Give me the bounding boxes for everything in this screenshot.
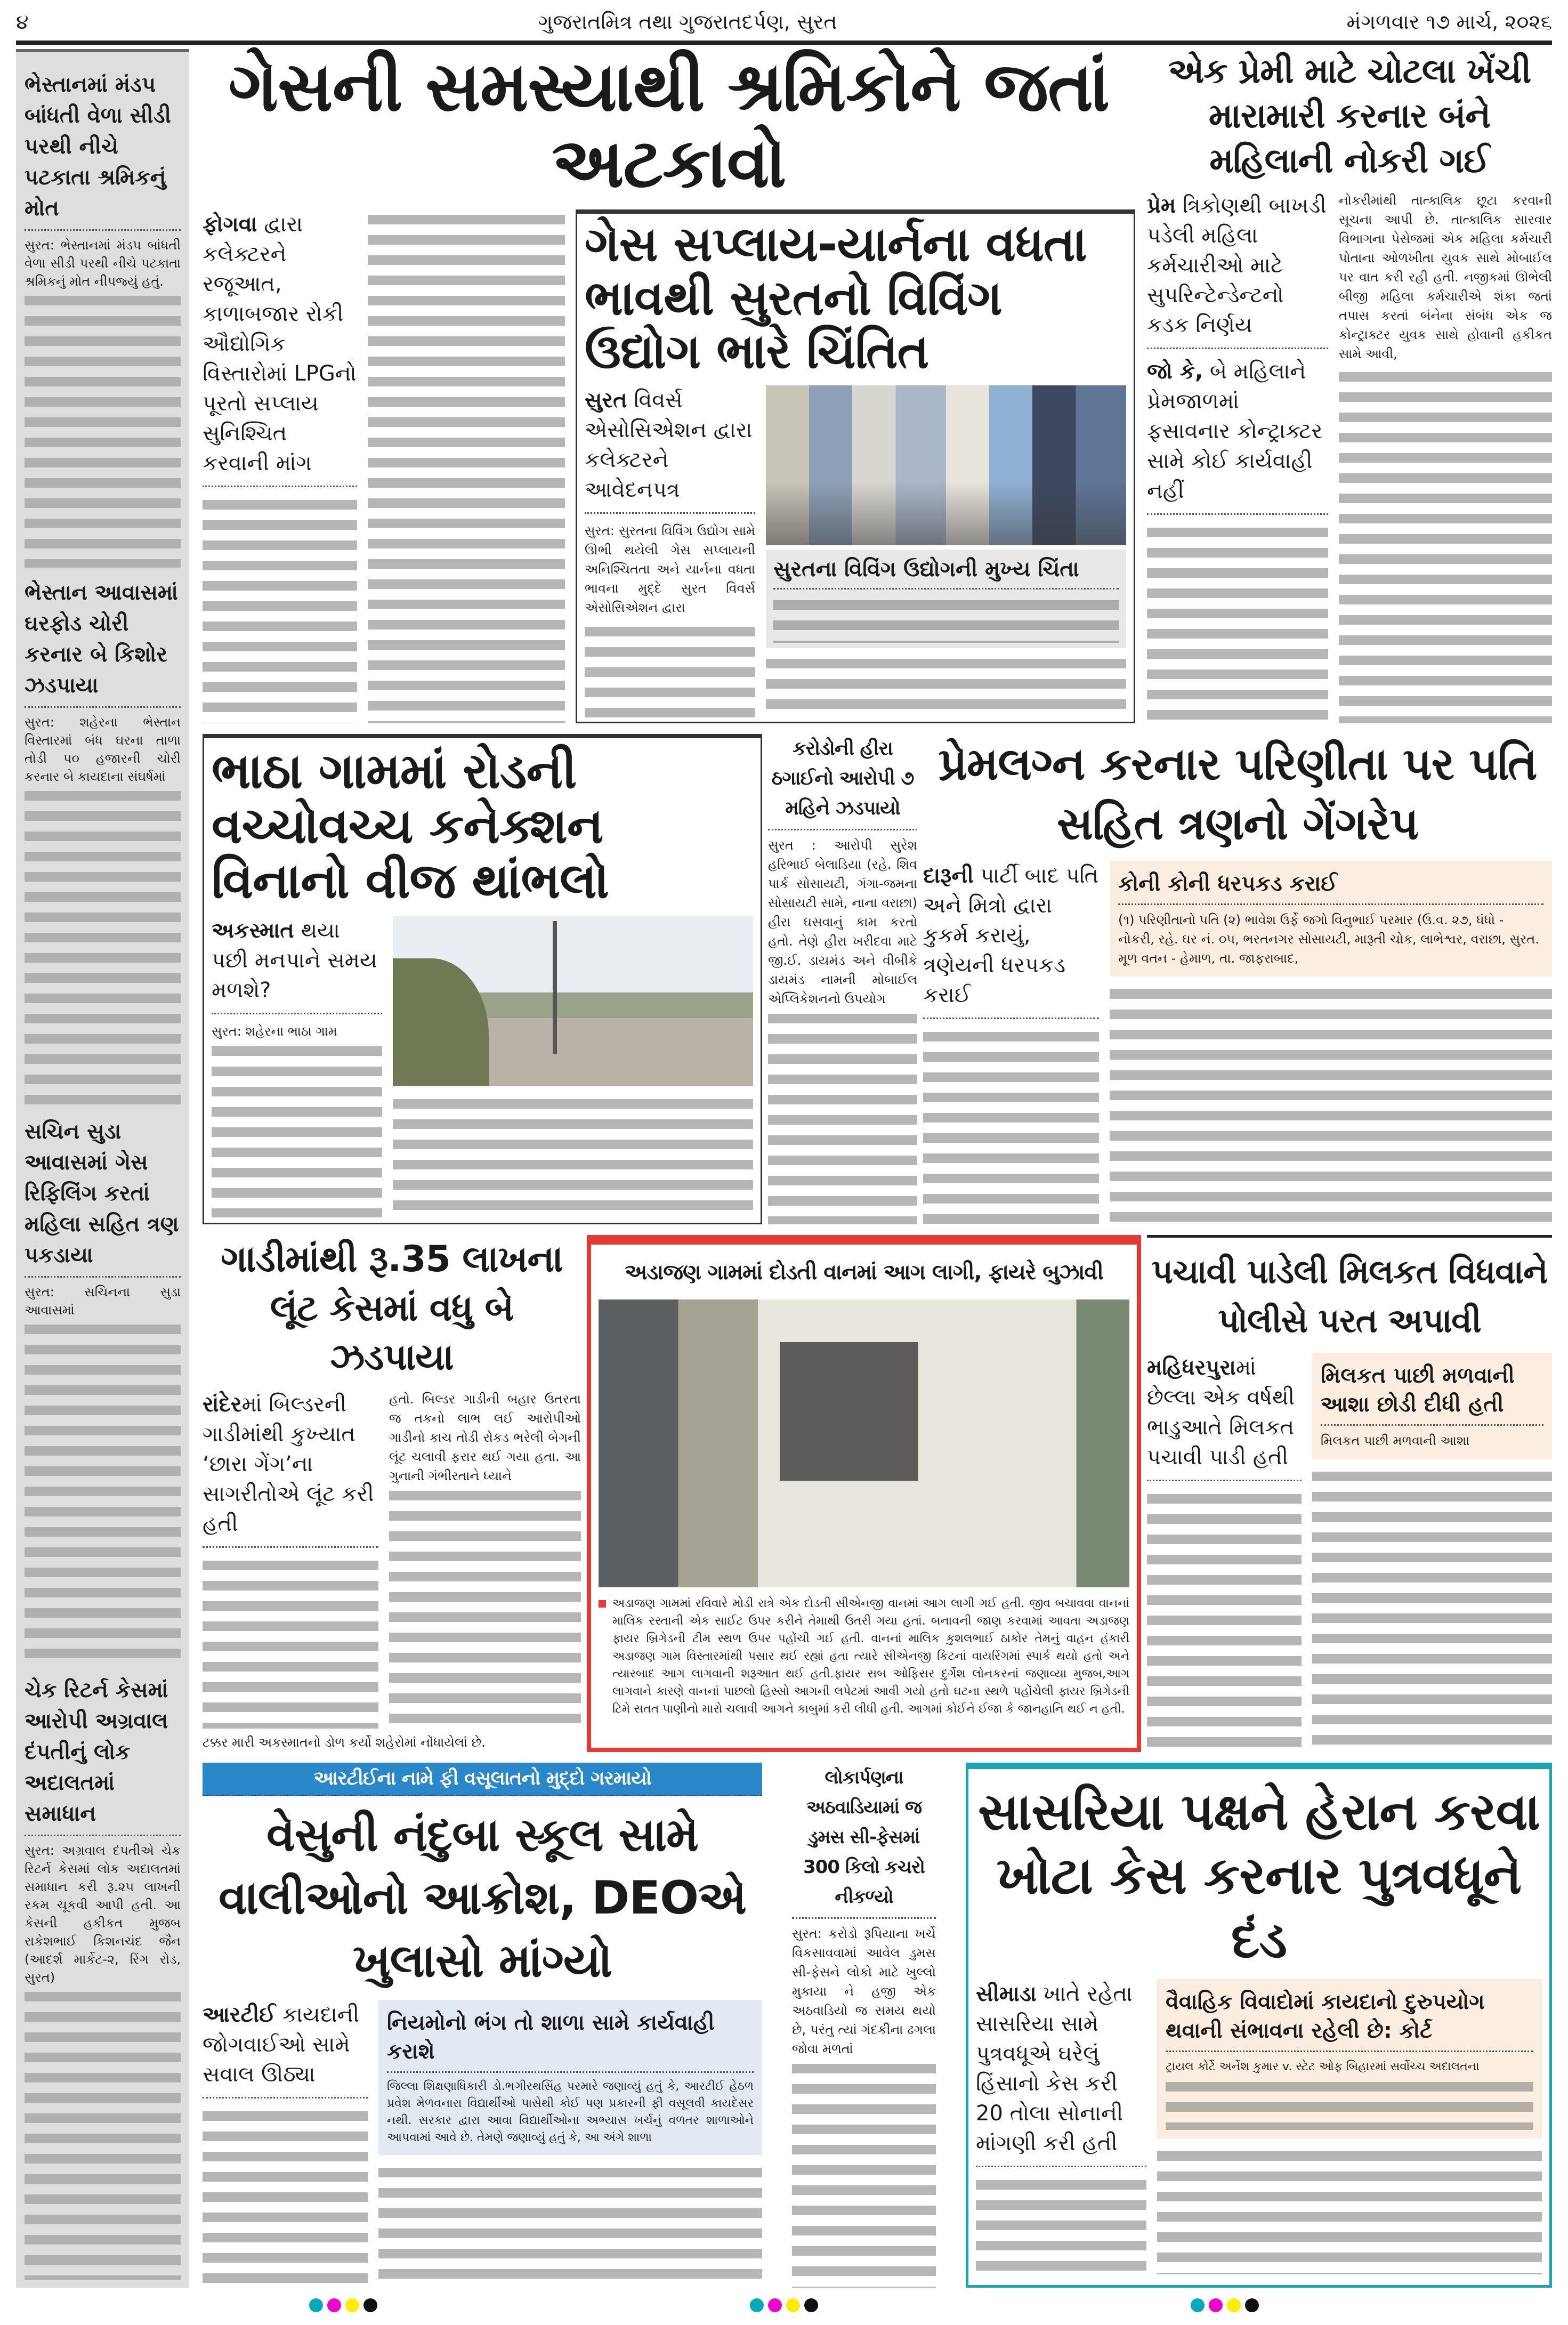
sidebar-story: [25, 1665, 181, 2280]
hospital-body-column: [1339, 191, 1552, 723]
deck-text: બે મહિલાને પ્રેમજાળમાં ફસાવનાર કોન્ટ્રાક્ટર સામે કોઈ કાર્યવાહી નહીં: [1147, 359, 1323, 503]
story-headline: ભેસ્તાન આવાસમાં ઘરફોડ ચોરી કરનાર બે કિશોર ઝડપાયા: [25, 580, 178, 698]
road-pole-photo: [393, 916, 753, 1086]
pole-story-box: [203, 734, 762, 1224]
story-body: સુરત: ભેસ્તાનમાં મંડપ બાંધતી વેળા સીડી પરથી નીચે પટકાતા શ્રમિકનું મોત નીપજ્યું હતું.: [25, 229, 181, 290]
weaving-concerns-box: [766, 550, 1126, 648]
deck-lead: રાંદેર: [203, 1392, 242, 1417]
loot-tail: ટક્કર મારી અકસ્માતનો ડોળ કર્યો શહેરોમાં નોંધાયેલાં છે.: [203, 1735, 486, 1750]
text-block: [378, 2162, 762, 2288]
box-body: મિલકત પાછી મળવાની આશા: [1321, 1433, 1470, 1449]
diamond-story: [768, 734, 917, 1224]
deck-text: માં બિલ્ડરની ગાડીમાંથી કુખ્યાત ‘છારા ગેંગ’ના સાગરીતોએ લૂંટ કરી હતી: [203, 1392, 374, 1537]
masthead: ગુજરાતમિત્ર તથા ગુજરાતદર્પણ, સુરત: [538, 10, 837, 34]
text-block: [976, 2175, 1146, 2274]
box-title: વૈવાહિક વિવાદોમાં કાયદાનો દુરુપયોગ થવાની સંભાવના રહેલી છે: કોર્ટ: [1166, 1988, 1533, 2052]
bullet-icon: [599, 1600, 606, 1608]
deck-text: ખાતે રહેતા સાસરિયા સામે પુત્રવધૂએ ઘરેલું હિંસાનો કેસ કરી 20 તોલા સોનાની માંગણી કરી હતી: [976, 1982, 1133, 2156]
widow-headline: પચાવી પાડેલી મિલકત વિધવાને પોલીસે પરત અપાવી: [1151, 1252, 1548, 1341]
text-block: [923, 1027, 1099, 1224]
row-second: [203, 734, 1552, 1224]
deck-lead: પ્રેમ: [1147, 193, 1176, 218]
row-bottom: [203, 1763, 1552, 2288]
deck-lead: અકસ્માત: [212, 918, 294, 943]
group-photo: [766, 385, 1126, 545]
deck-text: થયા પછી મનપાને સમય મળશે?: [212, 918, 377, 1003]
text-block: [1339, 367, 1552, 723]
pole-body: સુરત: શહેરના ભાઠા ગામ: [212, 1024, 337, 1039]
sidebar-story: [25, 1107, 181, 1665]
deck-text: દ્વારા કલેક્ટરને રજૂઆત, કાળાબજાર રોકી ઔદ્યોગિક વિસ્તારોમાં LPGનો પૂરતો સપ્લાય સુનિશ્ચિત કરવાની માંગ: [203, 212, 357, 475]
text-block: [1147, 1489, 1302, 1752]
weaving-story-box: [576, 209, 1135, 723]
pole-headline: ભાઠા ગામમાં રોડની વચ્ચોવચ્ચ કનેક્શન વિનાનો વીજ થાંભલો: [212, 742, 609, 910]
fire-caption: અડાજણ ગામમાં રવિવારે મોડી રાત્રે એક દોડતી સીએનજી વાનમાં આગ લાગી ગઈ હતી. જીવ બચાવવા વાનનાં માલિક રસ્તાની એક સાઈટ ઉપર કરીને તેમાથી ઉતરી ગયા હતાં. બનાવની જાણ કરવામાં આવતા અડાજણ ફાયર બ્રિગેડની ટીમ સ્થળ ઉપર પહોંચી ગઈ હતી. વાનનાં માલિક કુશલભાઈ ઠાકોર તેમનું વાહન હંકારી અડાજણ ગામ વિસ્તારમાંથી પસાર થઈ રહ્યાં હતા ત્યારે સીએનજી કિટનાં વાયરિંગમાં સ્પાર્ક થયો હતો અને ત્યારબાદ આગ લાગવાની શરૂઆત થઈ હતી.ફાયર સબ ઓફિસર દુર્ગેશ લોનકરનાં જણાવ્યા મુજબ,આગ લાગવાને કારણે વાનનાં પાછલો હિસ્સો આગની લપેટમાં આવી ગયો હતો ઘટના સ્થળે પહોંચેલી ફાયર બ્રિગેડની ટિમે સતત પાણીનો મારો ચલાવી આગને કાબુમાં કરી લીધી હતી. આગમાં કોઈને ઈજા કે જાનહાનિ થઈ ન હતી.: [612, 1596, 1129, 1716]
text-block: [768, 1008, 917, 1224]
school-story: [203, 1763, 762, 2288]
box-title: સુરતના વિવિંગ ઉદ્યોગની મુખ્ય ચિંતા: [773, 555, 1119, 590]
text-block: [25, 1319, 181, 1665]
diamond-body: સુરત : આરોપી સુરેશ હરિભાઈ બેલાડિયા (રહે. શિવ પાર્ક સોસાયટી, ગંગા-જમના સોસાયટી સામે, નાના વરાછા) હીરા ઘસવાનું કામ કરતો હતો. તેણે હીરા ખરીદવા માટે જી.ઈ. ડાયમંડ અને વીબીકે ડાયમંડ નામની મોબાઈલ એપ્લિકેશનનો ઉપયોગ: [768, 838, 917, 1007]
rte-banner: આરટીઈના નામે ફી વસૂલાતનો મુદ્દો ગરમાયો: [203, 1763, 762, 1796]
fire-story-box: [587, 1235, 1141, 1752]
hospital-headline: એક પ્રેમી માટે ચોટલા ખેંચી મારામારી કરનાર બંને મહિલાની નોકરી ગઈ: [1168, 52, 1531, 181]
dumas-story: [792, 1763, 936, 2288]
inlaws-story-box: [966, 1763, 1552, 2288]
registration-marks-row: [16, 2288, 1552, 2314]
property-box: [1312, 1353, 1552, 1459]
deck-text: કાયદાની જોગવાઈઓ સામે સવાલ ઊઠ્યા: [203, 2003, 360, 2087]
text-block: [25, 1987, 181, 2280]
burning-van-photo: [599, 1299, 1129, 1587]
page-header: [16, 5, 1552, 38]
school-deck-column: [203, 2000, 368, 2288]
loot-story: [203, 1235, 581, 1752]
news-sidebar: [16, 49, 189, 2288]
text-block: [1166, 2077, 1533, 2130]
rules-box: [378, 2000, 762, 2155]
sidebar-story: [25, 60, 181, 568]
deck-lead: આરટીઈ: [203, 2003, 276, 2028]
box-title: નિયમોનો ભંગ તો શાળા સામે કાર્યવાહી કરાશે: [387, 2008, 754, 2073]
text-block: [1110, 984, 1552, 1224]
gangrape-headline: પ્રેમલગ્ન કરનાર પરિણીતા પર પતિ સહિત ત્રણનો ગેંગરેપ: [938, 738, 1537, 850]
arrested-box: [1110, 861, 1552, 976]
gas-story-headline: ગેસની સમસ્યાથી શ્રમિકોને જતાં અટકાવો: [228, 47, 1110, 204]
weaving-headline: ગેસ સપ્લાય-યાર્નના વધતા ભાવથી સુરતનો વિવિંગ ઉદ્યોગ ભારે ચિંતિત: [585, 216, 1087, 380]
hospital-body: નોકરીમાંથી તાત્કાલિક છૂટા કરવાની સૂચના આપી છે. તાત્કાલિક સારવાર વિભાગના પેસેજમાં એક મહિલા કર્મચારી પોતાના ઓળખીતા યુવક સાથે મોબાઈલ પર વાત કરી રહી હતી. નજીકમાં ઊભેલી બીજી મહિલા કર્મચારીએ શંકા જતાં તપાસ કરતાં બંનેના સંબંધ એક જ કોન્ટ્રાક્ટર યુવક સાથે હોવાની હકીકત સામે આવી,: [1339, 193, 1552, 361]
row-top: [203, 49, 1552, 723]
dumas-body: સુરત: કરોડો રૂપિયાના ખર્ચે વિકસાવવામાં આવેલ ડુમસ સી-ફેસને લોકો માટે ખુલ્લો મુકાયા ને હજી એક અઠવાડિયો જ સમય થયો છે, પરંતુ ત્યાં ગંદકીના ઢગલા જોવા મળતાં: [792, 1926, 936, 2057]
registration-marks: [1189, 2298, 1261, 2314]
loot-deck-column: [203, 1390, 378, 1729]
page-layout: [16, 49, 1552, 2288]
text-block: [1312, 1466, 1552, 1752]
text-block: [1157, 2146, 1542, 2274]
deck-text: વિવર્સ એસોસિએશન દ્વારા કલેક્ટરને આવેદનપત્ર: [585, 388, 753, 503]
dumas-headline: લોકાર્પણના અઠવાડિયામાં જ ડુમસ સી-ફેસમાં 300 કિલો કચરો નીકળ્યો: [792, 1763, 936, 1919]
deck-lead: સુરત: [585, 388, 627, 413]
text-block: [389, 1486, 581, 1729]
story-headline: ચેક રિટર્ન કેસમાં આરોપી અગ્રવાલ દંપતીનું લોક અદાલતમાં સમાધાન: [25, 1677, 168, 1826]
story-headline: સચિન સુડા આવાસમાં ગેસ રિફિલિંગ કરતાં મહિલા સહિત ત્રણ પકડાયા: [25, 1119, 179, 1268]
text-block: [773, 595, 1119, 643]
text-block: [203, 1555, 378, 1729]
text-block: [1147, 522, 1328, 723]
deck-lead: સીમાડા: [976, 1982, 1037, 2007]
header-rule: [16, 41, 1552, 45]
widow-story: [1147, 1235, 1552, 1752]
widow-deck-column: [1147, 1353, 1302, 1752]
hospital-story: [1147, 49, 1552, 723]
registration-marks: [307, 2298, 379, 2314]
box-body: જિલ્લા શિક્ષણાધિકારી ડો.ભગીરથસિંહ પરમારે જણાવ્યું હતું કે, આરટીઈ હેઠળ પ્રવેશ મેળવનારા વિદ્યાર્થીઓ પાસેથી કોઈ પણ પ્રકારની ફી વસૂલવી કાયદેસર નથી. સરકાર દ્વારા આવા વિદ્યાર્થીઓના અભ્યાસ ખર્ચનું વળતર શાળાઓને આપવામાં આવે છે. તેમણે જણાવ્યું હતું કે, આ અંગે શાળા: [387, 2080, 754, 2145]
gangrape-story: [923, 734, 1552, 1224]
story-body: સુરત: અગ્રવાલ દંપતીએ ચેક રિટર્ન કેસમાં લોક અદાલતમાં સમાધાન કરી રૂ.૨૫ લાખની રકમ ચૂકવી આપી હતી. આ કેસની હકીકત મુજબ રાકેશભાઈ કિશનચંદ જૈન (આદર્શ માર્કેટ-૨, રિંગ રોડ, સુરત): [25, 1835, 181, 1987]
story-headline: ભેસ્તાનમાં મંડપ બાંધતી વેળા સીડી પરથી નીચે પટકાતા શ્રમિકનું મોત: [25, 72, 171, 221]
gas-story: [203, 49, 1135, 723]
diamond-headline: કરોડોની હીરા ઠગાઈનો આરોપી ૭ મહિને ઝડપાયો: [768, 734, 917, 830]
court-box: [1157, 1979, 1542, 2138]
gas-story-body: [368, 209, 565, 723]
text-block: [393, 1094, 753, 1217]
text-block: [25, 786, 181, 1107]
deck-text: ત્રિકોણથી બાખડી પડેલી મહિલા કર્મચારીઓ માટે સુપરિન્ટેન્ડેન્ટનો કડક નિર્ણય: [1147, 193, 1327, 337]
story-body: સુરત: સચિનના સુડા આવાસમાં: [25, 1276, 181, 1319]
deck-lead: જો કે,: [1147, 359, 1203, 384]
gangrape-deck-column: [923, 861, 1099, 1224]
deck-text: પાર્ટી બાદ પતિ અને મિત્રો દ્વારા કુકર્મ કરાયું, ત્રણેયની ધરપકડ કરાઈ: [923, 863, 1099, 1008]
text-block: [368, 209, 565, 723]
text-block: [25, 290, 181, 568]
text-block: [792, 2058, 936, 2288]
loot-body: હતો. બિલ્ડર ગાડીની બહાર ઉતરતા જ તકનો લાભ લઈ આરોપીઓ ગાડીનો કાચ તોડી રોકડ ભરેલી બેગની લૂંટ ચલાવી ફરાર થઈ ગયા હતા. આ ગુનાની ગંભીરતાને ધ્યાને: [389, 1392, 581, 1484]
loot-headline: ગાડીમાંથી રૂ.35 લાખના લૂંટ કેસમાં વધુ બે ઝડપાયા: [221, 1238, 563, 1379]
story-body: સુરત: શહેરના ભેસ્તાન વિસ્તારમાં બંધ ઘરના તાળા તોડી ૫૦ હજારની ચોરી કરનાર બે કાયદાના સંઘર્ષમાં: [25, 706, 181, 786]
gas-story-deck: [203, 209, 357, 723]
box-title: મિલકત પાછી મળવાની આશા છોડી દીધી હતી: [1321, 1361, 1543, 1426]
text-block: [203, 2106, 368, 2288]
text-block: [212, 1041, 382, 1217]
row-third: [203, 1235, 1552, 1752]
page-number: ૪: [16, 10, 29, 34]
hospital-decks: [1147, 191, 1328, 723]
sidebar-story: [25, 568, 181, 1107]
text-block: [766, 653, 1126, 717]
inlaws-headline: સાસરિયા પક્ષને હેરાન કરવા ખોટા કેસ કરનાર પુત્રવધૂને દંડ: [978, 1782, 1540, 1970]
fire-headline: અડાજણ ગામમાં દોડતી વાનમાં આગ લાગી, ફાયરે બુઝાવી: [625, 1260, 1103, 1285]
text-block: [585, 621, 755, 717]
school-headline: વેસુની નંદુબા સ્કૂલ સામે વાલીઓનો આક્રોશ, DEOએ ખુલાસો માંગ્યો: [219, 1809, 746, 1988]
registration-marks: [748, 2298, 820, 2314]
deck-text: માં છેલ્લા એક વર્ષથી ભાડુઆતે મિલકત પચાવી પાડી હતી: [1147, 1355, 1295, 1470]
loot-body-column: [389, 1390, 581, 1729]
box-title: કોની કોની ધરપકડ કરાઈ: [1118, 869, 1543, 905]
deck-lead: ફોગવા: [203, 212, 257, 237]
main-content: [203, 49, 1552, 2288]
issue-date: મંગળવાર ૧૭ માર્ચ, ૨૦૨૬: [1346, 10, 1552, 34]
deck-lead: દારૂની: [923, 863, 974, 889]
box-body: ટ્રાયલ કોર્ટે અર્નેશ કુમાર v. સ્ટેટ ઓફ બિહારમાં સર્વોચ્ચ અદાલતના: [1166, 2060, 1480, 2074]
box-body: (૧) પરિણીતાનો પતિ (૨) ભાવેશ ઉર્ફે જગો વિનુભાઈ પરમાર (ઉ.વ. ૨૭, ધંધો - નોકરી, રહે. ઘર નં. ૦૫, ભરતનગર સોસાયટી, મારૂતી ચોક, લાભેશ્વર, વરાછા, સુરત. મૂળ વતન - હેમાળ, તા. જાફરાબાદ,: [1118, 913, 1539, 966]
text-block: [203, 495, 357, 723]
weaving-body: સુરત: સુરતના વિવિંગ ઉદ્યોગ સામે ઊભી થયેલી ગેસ સપ્લાયની અનિશ્ચિતતા અને યાર્નના વધતા ભાવના મુદ્દે સુરત વિવર્સ એસોસિએશન દ્વારા: [585, 523, 755, 616]
deck-lead: મહિધરપુરા: [1147, 1355, 1236, 1381]
